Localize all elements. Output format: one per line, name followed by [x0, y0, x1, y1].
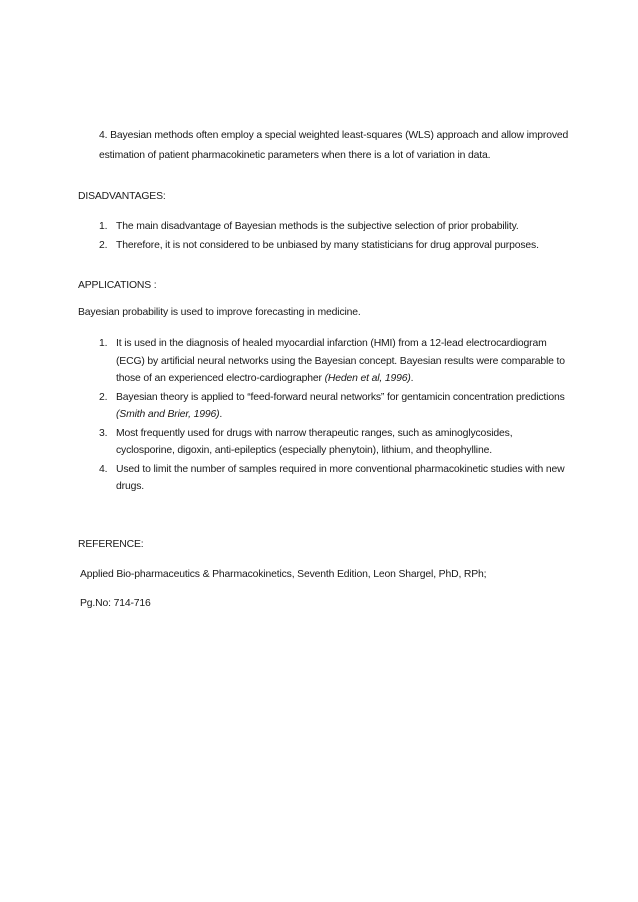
list-item-number: 2.	[99, 239, 108, 251]
reference-pages: Pg.No: 714-716	[80, 598, 151, 609]
list-item-number: 3.	[99, 427, 108, 439]
list-item	[99, 218, 569, 236]
list-item-number: 1.	[99, 221, 108, 232]
list-item-number: 4.	[99, 130, 108, 141]
list-item-text: Bayesian theory is applied to “feed-forward neural networks” for gentamicin concentration predictions	[116, 391, 565, 403]
list-item-text: Used to limit the number of samples required in more conventional pharmacokinetic studies with new drugs.	[116, 463, 565, 492]
reference-source: Applied Bio-pharmaceutics & Pharmacokinetics, Seventh Edition, Leon Shargel, PhD, RPh;	[80, 569, 487, 580]
disadvantages-heading: DISADVANTAGES:	[78, 191, 166, 202]
list-item	[99, 425, 569, 460]
reference-heading: REFERENCE:	[78, 539, 144, 550]
applications-intro: Bayesian probability is used to improve forecasting in medicine.	[78, 307, 361, 318]
applications-list	[99, 335, 569, 497]
list-item-number: 1.	[99, 338, 108, 349]
list-item-text: Therefore, it is not considered to be unbiased by many statisticians for drug approval purposes.	[116, 239, 539, 251]
list-item-text: It is used in the diagnosis of healed myocardial infarction (HMI) from a 12-lead electrocardiogram (ECG) by artificial neural networks using the Bayesian concept. Bayesian results were comparable to those of an experienced electro-cardiographer	[116, 338, 565, 384]
list-item	[99, 335, 569, 388]
applications-heading: APPLICATIONS :	[78, 280, 157, 291]
list-item-text: Bayesian methods often employ a special weighted least-squares (WLS) approach and allow improved estimation of patient pharmacokinetic parameters when there is a lot of variation in data.	[99, 130, 569, 161]
citation: (Heden et al, 1996)	[324, 373, 411, 384]
disadvantages-list	[99, 218, 569, 255]
list-item	[99, 461, 569, 496]
list-item	[99, 237, 569, 255]
list-item-text: The main disadvantage of Bayesian methods is the subjective selection of prior probability.	[116, 221, 519, 232]
citation-tail: .	[410, 373, 414, 384]
list-item-text: Most frequently used for drugs with narrow therapeutic ranges, such as aminoglycosides, cyclosporine, digoxin, anti-epileptics (especially phenytoin), lithium, and theophylline.	[116, 427, 513, 456]
list-item-4	[99, 126, 569, 166]
citation-tail: .	[219, 409, 223, 420]
list-item-number: 4.	[99, 463, 108, 475]
list-item	[99, 389, 569, 424]
citation: (Smith and Brier, 1996)	[116, 409, 220, 420]
list-item-number: 2.	[99, 391, 108, 403]
